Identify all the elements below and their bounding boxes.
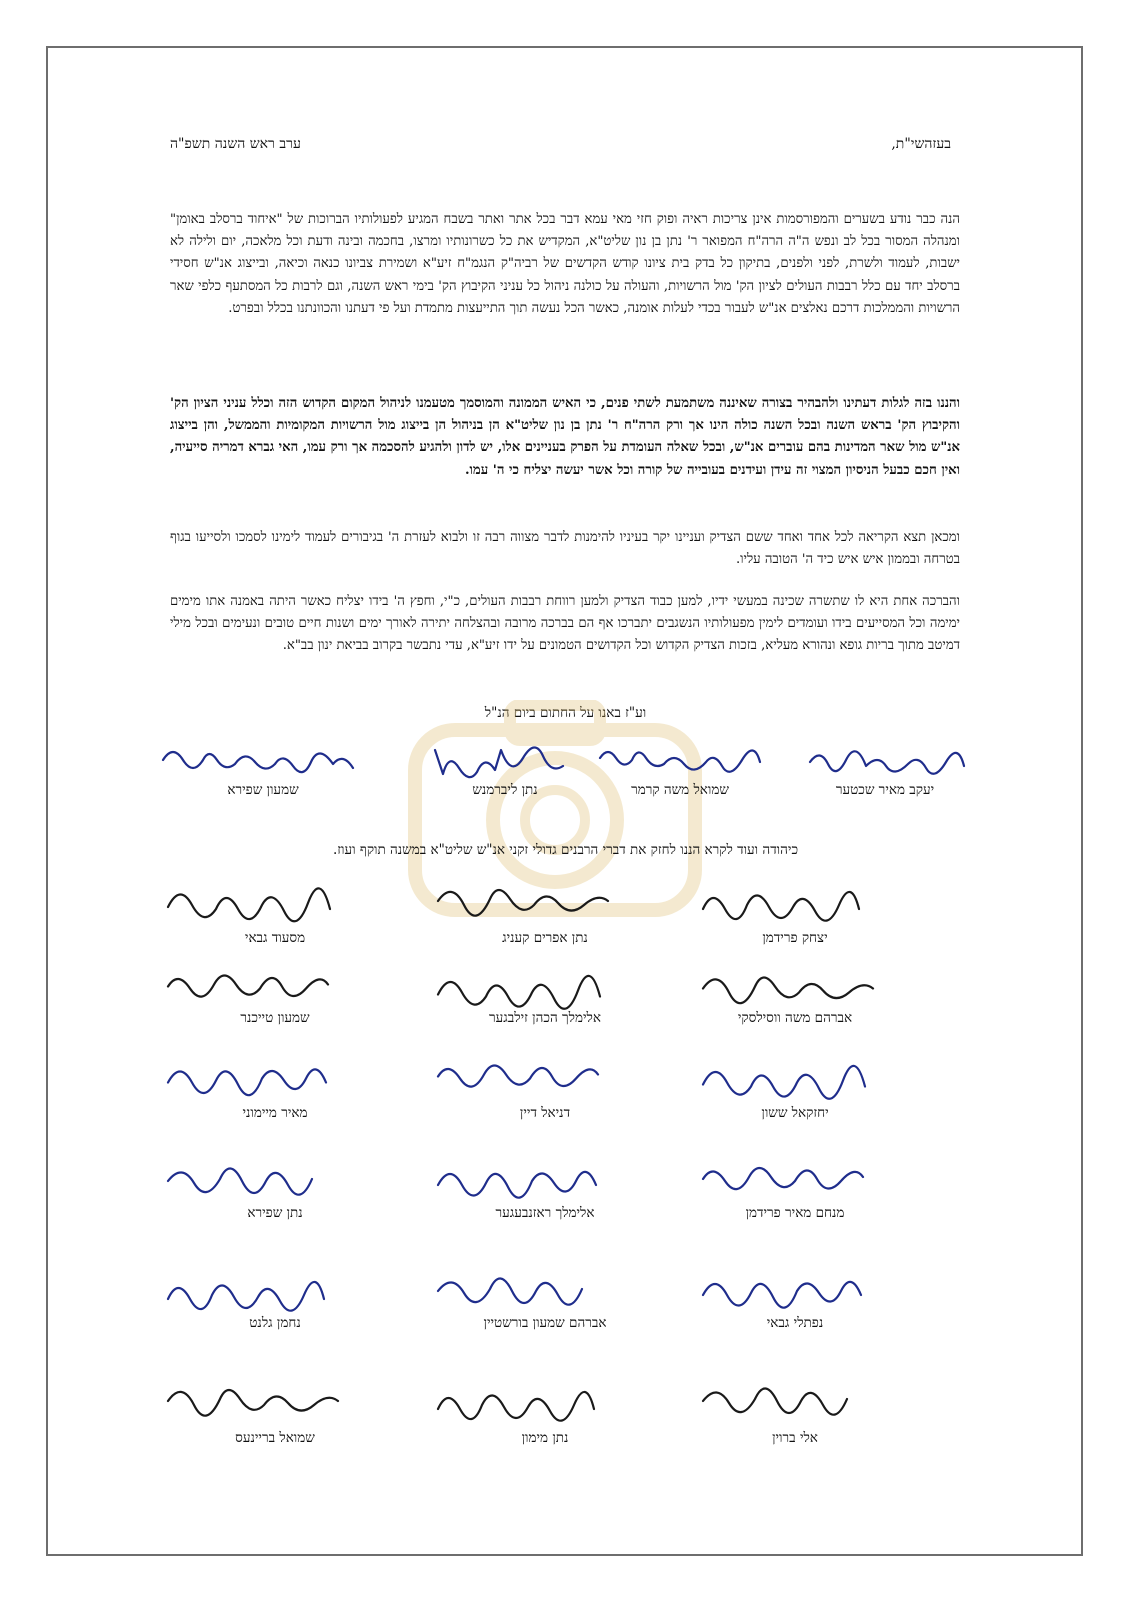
handwritten-signature [160,1265,390,1313]
signature-block [430,870,660,946]
signatory-name: נתן שפירא [247,1205,303,1221]
signatory-name: אלימלך הכהן זילבגער [489,1010,601,1026]
signature-block [160,1370,390,1446]
handwritten-signature [695,1265,895,1313]
paragraph-1 [170,209,960,320]
handwritten-signature [430,1370,660,1428]
handwritten-signature [695,1370,895,1428]
header-blessing: בעזהשי"ת, [891,136,951,152]
signatory-name: יעקב מאיר שכטער [835,782,935,798]
handwritten-signature [430,1050,660,1103]
signature-block [160,1265,390,1331]
signature-block [695,870,895,946]
signature-block [695,1050,895,1121]
signature-block [160,965,390,1026]
signatory-name: שמעון שפירא [227,782,299,798]
paragraph-text: והננו בזה לגלות דעתינו ולהבהיר בצורה שאיננה משתמעת לשתי פנים, כי האיש הממונה והמוסמך מטעמנו לניהול המקום הקדוש הזה וכלל עניני הציון הק' והקיבוץ הק' בראש השנה ובכל השנה כולה הינו אך ורק הרה"ח ר' נתן בן נון שליט"א הן בניהול הן בייצוג מול הרשויות המקומיות והממשל, והן בייצוג אנ"ש מול שאר המדינות בהם עוברים אנ"ש, ובכל שאלה העומדת על הפרק בעניינים אלו, יש לדון ולהגיע להסכמה אך ורק עמו, האי גברא דמריה סייעיה, ואין חכם כבעל הניסיון המצוי זה עידן ועידנים בעובייה של קורה וכל אשר יעשה יצליח כי ה' עמו. [170,396,960,478]
signatory-name: יצחק פרידמן [762,930,828,946]
paragraph-3 [170,527,960,571]
handwritten-signature [805,740,965,780]
signatory-name: דניאל דיין [519,1105,571,1121]
paragraph-2 [170,393,960,482]
signatory-name: נחמן גלנט [249,1315,301,1331]
signature-block [695,1155,895,1221]
signatory-name: מאיר מיימוני [242,1105,308,1121]
handwritten-signature [430,1265,660,1313]
signatory-name: יחזקאל ששון [761,1105,829,1121]
signatory-name: שמואל בריינעס [235,1430,315,1446]
closing-line: וע"ז באנו על החתום ביום הנ"ל [484,705,647,721]
handwritten-signature [160,965,390,1008]
paragraph-text: הנה כבר נודע בשערים והמפורסמות אינן צריכות ראיה ופוק חזי מאי עמא דבר בכל אתר ואתר בשבח המגיע לפעולותיו הברוכות של "איחוד ברסלב באומן" ומנהלה המסור בכל לב ונפש ה"ה הרה"ח המפואר ר' נתן בן נון שליט"א, המקדיש את כל כשרונותיו ומרצו, בחכמה ובינה ודעת וכל מלאכה, יום ולילה לא ישבות, לעמוד ולשרת, לפני ולפנים, בתיקון כל בדק בית ציונו קודש הקדשים של רביה"ק הנגמ"ח זיע"א ושמירת צביונו כנאה וכיאה, ובייצוג אנ"ש חסידי ברסלב יחד עם כלל רבבות העולים לציון הק' מול הרשויות, והעולה על כולנה ניהול כל עניני הקיבוץ הק' בימי ראש השנה, וגם לרבות כל המסתעף כלפי שאר הרשויות והממלכות דרכם נאלצים אנ"ש לעבור בכדי לעלות אומנה, כאשר הכל נעשה תוך התייעצות מתמדת ועל פי דעתנו והכוונתנו בכלל ובפרט. [170,212,960,316]
paragraph-text: ומכאן תצא הקריאה לכל אחד ואחד ששם הצדיק ועניינו יקר בעיניו להימנות לדבר מצווה רבה זו ולבוא לעזרת ה' בגיבורים לעמוד לימינו לסמכו ולסייעו בגוף בטרחה ובממון איש איש כיד ה' הטובה עליו. [170,530,960,568]
handwritten-signature [160,870,390,928]
signatory-name: אברהם משה ווסילסקי [737,1010,853,1026]
subtitle-line: כיהודה ועוד לקרא הננו לחזק את דברי הרבנים גדולי זקני אנ"ש שליט"א במשנה תוקף ועוז. [332,842,799,858]
handwritten-signature [595,740,765,780]
signature-block [430,965,660,1026]
handwritten-signature [160,1050,390,1103]
signature-block [430,740,580,798]
signatory-name: אלי ברוין [772,1430,818,1446]
handwritten-signature [158,740,368,780]
handwritten-signature [430,1155,660,1203]
signatory-name: נתן ליברמנש [472,782,538,798]
signature-block [158,740,368,798]
signatory-name: שמואל משה קרמר [631,782,729,798]
signatory-name: נפתלי גבאי [766,1315,824,1331]
signature-block [430,1265,660,1331]
paragraph-4 [170,591,960,658]
signatory-name: אלימלך ראזנבעגער [495,1205,595,1221]
signatory-name: מסעוד גבאי [244,930,306,946]
signature-block [160,870,390,946]
signatory-name: מנחם מאיר פרידמן [745,1205,845,1221]
header-date: ערב ראש השנה תשפ"ה [170,136,301,152]
handwritten-signature [160,1155,390,1203]
signatory-name: נתן אפרים קעניג [502,930,588,946]
handwritten-signature [695,1155,895,1203]
paragraph-text: והברכה אחת היא לו שתשרה שכינה במעשי ידיו, למען כבוד הצדיק ולמען רווחת רבבות העולים, כ"י, וחפץ ה' בידו יצליח כאשר היתה באמנה אתו מימים ימימה וכל המסייעים בידו ועומדים לימין מפעולותיו הנשגבים יתברכו אף הם בברכה מרובה ובהצלחה יתירה לאורך ימים ושנות חיים טובים ונעימים ובכל מילי דמיטב מתוך בריות גופא ונהורא מעליא, בזכות הצדיק הקדוש וכל הקדושים הטמונים על ידו זיע"א, עדי נתבשר בקרוב בביאת ינון בב"א. [170,594,960,654]
signatory-name: נתן מימון [521,1430,569,1446]
signature-block [695,1370,895,1446]
signatory-name: אברהם שמעון בורשטיין [483,1315,607,1331]
handwritten-signature [430,740,580,780]
signature-block [430,1370,660,1446]
signature-block [805,740,965,798]
signature-block [695,965,895,1026]
signatory-name: שמעון טייכנר [240,1010,310,1026]
handwritten-signature [430,965,660,1008]
signature-block [595,740,765,798]
handwritten-signature [160,1370,390,1428]
handwritten-signature [695,1050,895,1103]
handwritten-signature [430,870,660,928]
signature-block [430,1050,660,1121]
signature-block [695,1265,895,1331]
signature-block [430,1155,660,1221]
handwritten-signature [695,870,895,928]
signature-block [160,1155,390,1221]
signature-block [160,1050,390,1121]
handwritten-signature [695,965,895,1008]
